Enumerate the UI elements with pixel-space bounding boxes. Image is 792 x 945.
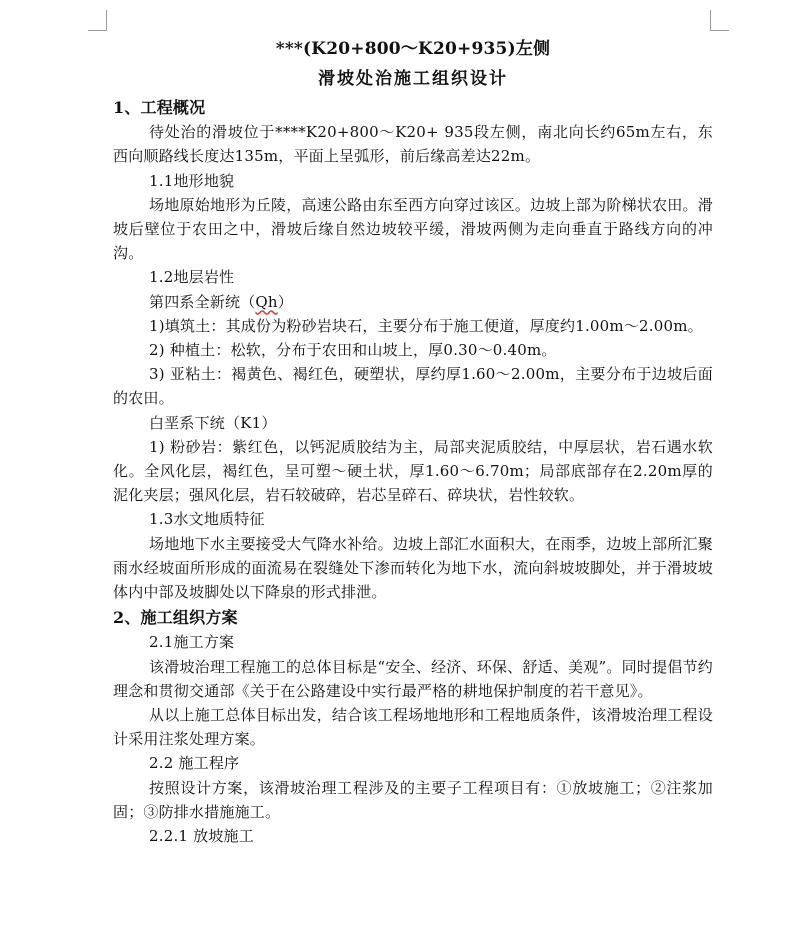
section-1-1-heading: 1.1地形地貌 [149, 171, 235, 190]
stratum-item-2: 2) 种植土：松软，分布于农田和山坡上，厚0.30～0.40m。 [149, 341, 557, 360]
section-1-paragraph: 待处治的滑坡位于****K20+800～K20+ 935段左侧，南北向长约65m左右，东西向顺路线长度达135m，平面上呈弧形，前后缘高差达22m。 [113, 123, 713, 166]
page-corner-mark-left [88, 10, 107, 31]
quaternary-prefix: 第四系全新统（ [149, 292, 256, 311]
document-page [113, 34, 713, 848]
section-2-2-paragraph: 按照设计方案，该滑坡治理工程涉及的主要子工程项目有：①放坡施工；②注浆加固；③防排水措施施工。 [113, 778, 713, 821]
section-1-3-heading: 1.3水文地质特征 [149, 510, 265, 529]
section-2-heading: 2、施工组织方案 [113, 608, 238, 628]
section-2-2-heading: 2.2 施工程序 [149, 754, 240, 773]
section-1-3-paragraph: 场地地下水主要接受大气降水补给。边坡上部汇水面积大，在雨季，边坡上部所汇聚雨水经坡面所形成的面流易在裂缝处下渗而转化为地下水，流向斜坡坡脚处，并于滑坡坡体内中部及坡脚处以下降泉的形式排泄。 [113, 534, 713, 602]
section-1-2-heading: 1.2地层岩性 [149, 268, 235, 287]
section-1-1-paragraph: 场地原始地形为丘陵，高速公路由东至西方向穿过该区。边坡上部为阶梯状农田。滑坡后壁位于农田之中，滑坡后缘自然边坡较平缓，滑坡两侧为走向垂直于路线方向的冲沟。 [113, 195, 713, 263]
doc-title-line1: ***(K20+800～K20+935)左侧 [275, 39, 551, 59]
section-2-1-heading: 2.1施工方案 [149, 633, 235, 652]
quaternary-suffix: ） [277, 292, 293, 311]
page-corner-mark-right [710, 10, 729, 31]
cretaceous-subheading: 白垩系下统（K1） [149, 413, 277, 432]
cretaceous-item-1: 1) 粉砂岩：紫红色，以钙泥质胶结为主，局部夹泥质胶结，中厚层状，岩石遇水软化。全风化层，褐红色，呈可塑～硬土状，厚1.60～6.70m；局部底部存在2.20m厚的泥化夹层；强风化层，岩石较破碎，岩芯呈碎石、碎块状，岩性较软。 [113, 437, 713, 505]
section-1-heading: 1、工程概况 [113, 98, 206, 117]
stratum-item-1: 1)填筑土：其成份为粉砂岩块石，主要分布于施工便道，厚度约1.00m～2.00m。 [149, 316, 703, 335]
section-2-1-paragraph-2: 从以上施工总体目标出发，结合该工程场地地形和工程地质条件，该滑坡治理工程设计采用注浆处理方案。 [113, 706, 713, 749]
section-2-1-paragraph-1: 该滑坡治理工程施工的总体目标是“安全、经济、环保、舒适、美观”。同时提倡节约理念和贯彻交通部《关于在公路建设中实行最严格的耕地保护制度的若干意见》。 [113, 657, 713, 700]
quaternary-subheading [113, 290, 713, 314]
stratum-item-3: 3) 亚粘土：褐黄色、褐红色，硬塑状，厚约厚1.60～2.00m，主要分布于边坡后面的农田。 [113, 365, 713, 408]
quaternary-code: Qh [255, 292, 278, 311]
section-2-2-1-heading: 2.2.1 放坡施工 [149, 827, 254, 846]
doc-title-line2: 滑坡处治施工组织设计 [318, 69, 508, 89]
